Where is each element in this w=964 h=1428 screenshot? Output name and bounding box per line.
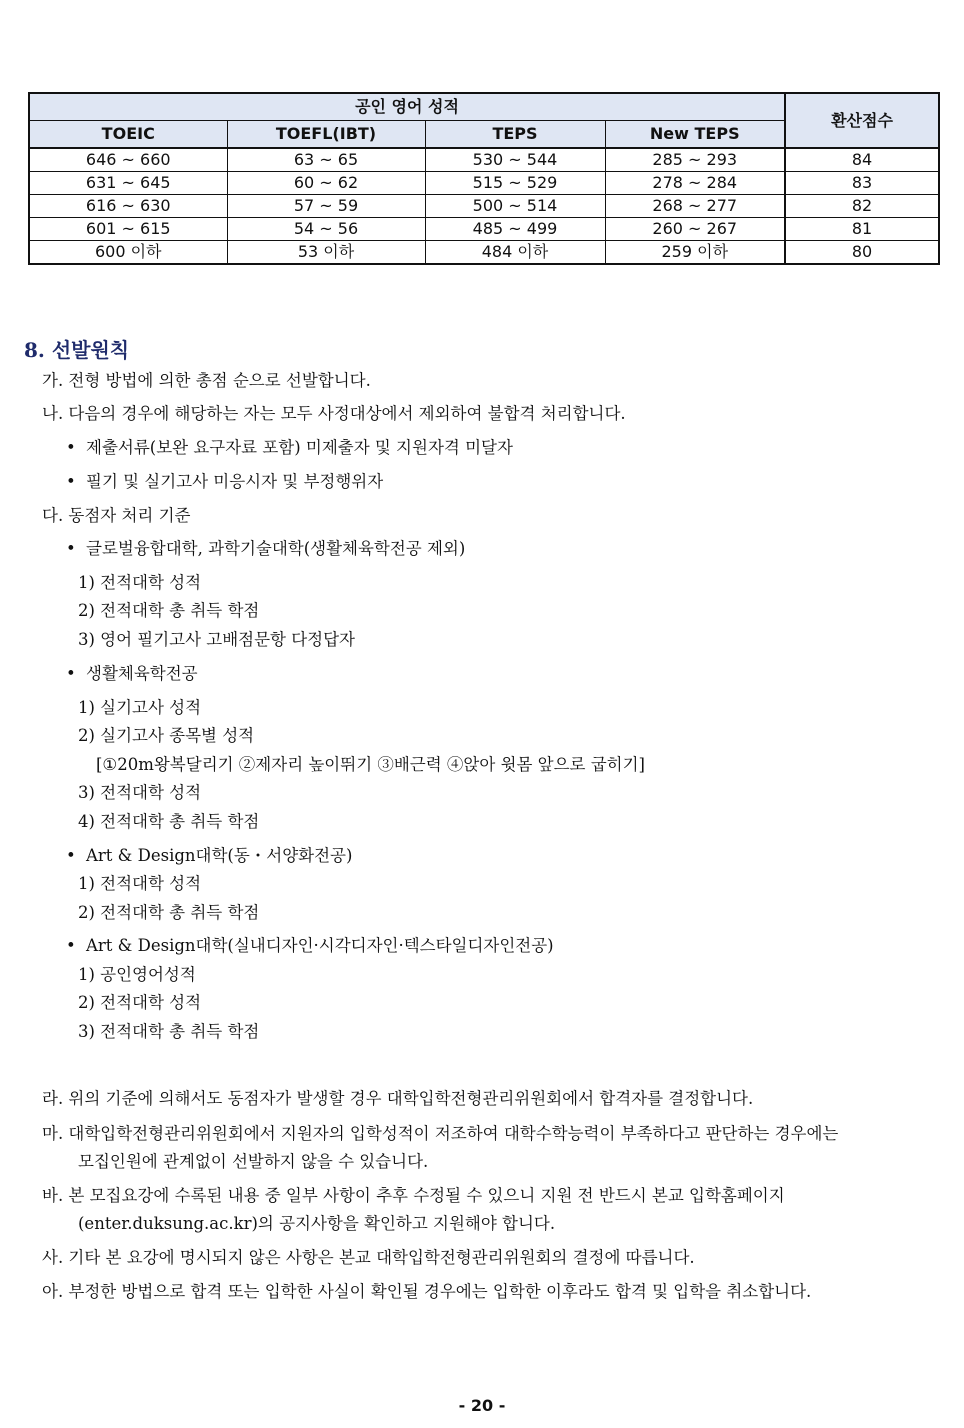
- bullet-text: 필기 및 실기고사 미응시자 및 부정행위자: [86, 472, 384, 491]
- table-cell: 285 ~ 293: [605, 148, 785, 172]
- list-item: 3) 전적대학 총 취득 학점: [78, 1022, 260, 1041]
- item-a: 아. 부정한 방법으로 합격 또는 입학한 사실이 확인될 경우에는 입학한 이후라도 합격 및 입학을 취소합니다.: [42, 1282, 812, 1301]
- converted-score-header: 환산점수: [785, 93, 939, 148]
- table-cell: 53 이하: [227, 241, 425, 265]
- list-item: 3) 전적대학 성적: [78, 783, 202, 802]
- bullet-text: Art & Design대학(실내디자인·시각디자인·텍스타일디자인전공): [86, 936, 554, 955]
- item-ba: 바. 본 모집요강에 수록된 내용 중 일부 사항이 추후 수정될 수 있으니 지원 전 반드시 본교 입학홈페이지: [42, 1186, 785, 1205]
- table-cell: 515 ~ 529: [425, 172, 605, 195]
- item-da: 다. 동점자 처리 기준: [42, 506, 191, 525]
- column-header: TOEFL(IBT): [227, 121, 425, 149]
- table-cell: 278 ~ 284: [605, 172, 785, 195]
- table-cell: 80: [785, 241, 939, 265]
- bullet-item: [66, 471, 383, 493]
- table-cell: 530 ~ 544: [425, 148, 605, 172]
- item-ma-continued: 모집인원에 관계없이 선발하지 않을 수 있습니다.: [78, 1152, 429, 1171]
- column-header: New TEPS: [605, 121, 785, 149]
- bullet-text: 제출서류(보완 요구자료 포함) 미제출자 및 지원자격 미달자: [86, 438, 513, 457]
- english-score-conversion-table: [28, 92, 940, 265]
- bullet-dot-icon: •: [66, 664, 76, 683]
- bullet-item: [66, 437, 513, 459]
- list-item: 1) 전적대학 성적: [78, 573, 202, 592]
- bullet-dot-icon: •: [66, 438, 76, 457]
- table-cell: 484 이하: [425, 241, 605, 265]
- group-header: 공인 영어 성적: [29, 93, 785, 121]
- list-item-detail: [①20m왕복달리기 ②제자리 높이뛰기 ③배근력 ④앉아 윗몸 앞으로 굽히기]: [96, 755, 645, 774]
- list-item: 4) 전적대학 총 취득 학점: [78, 812, 260, 831]
- table-cell: 601 ~ 615: [29, 218, 227, 241]
- table-row: [29, 241, 939, 265]
- bullet-text: Art & Design대학(동・서양화전공): [86, 846, 353, 865]
- table-cell: 259 이하: [605, 241, 785, 265]
- table-row: [29, 195, 939, 218]
- list-item: 2) 실기고사 종목별 성적: [78, 726, 255, 745]
- item-ga: 가. 전형 방법에 의한 총점 순으로 선발합니다.: [42, 371, 371, 390]
- bullet-dot-icon: •: [66, 472, 76, 491]
- table-cell: 485 ~ 499: [425, 218, 605, 241]
- table-cell: 500 ~ 514: [425, 195, 605, 218]
- bullet-dot-icon: •: [66, 936, 76, 955]
- table-cell: 54 ~ 56: [227, 218, 425, 241]
- table-cell: 63 ~ 65: [227, 148, 425, 172]
- list-item: 2) 전적대학 총 취득 학점: [78, 903, 260, 922]
- table-cell: 646 ~ 660: [29, 148, 227, 172]
- table-cell: 600 이하: [29, 241, 227, 265]
- list-item: 1) 실기고사 성적: [78, 698, 202, 717]
- table-row: [29, 218, 939, 241]
- table-cell: 60 ~ 62: [227, 172, 425, 195]
- table-cell: 616 ~ 630: [29, 195, 227, 218]
- bullet-item: [66, 845, 352, 867]
- list-item: 3) 영어 필기고사 고배점문항 다정답자: [78, 630, 355, 649]
- item-na: 나. 다음의 경우에 해당하는 자는 모두 사정대상에서 제외하여 불합격 처리합니다.: [42, 404, 626, 423]
- bullet-item: [66, 538, 465, 560]
- table-row: [29, 148, 939, 172]
- item-ra: 라. 위의 기준에 의해서도 동점자가 발생할 경우 대학입학전형관리위원회에서 합격자를 결정합니다.: [42, 1089, 754, 1108]
- table-cell: 260 ~ 267: [605, 218, 785, 241]
- list-item: 1) 전적대학 성적: [78, 874, 202, 893]
- bullet-text: 글로벌융합대학, 과학기술대학(생활체육학전공 제외): [86, 539, 466, 558]
- section-title: 8. 선발원칙: [24, 338, 130, 362]
- item-ba-continued: (enter.duksung.ac.kr)의 공지사항을 확인하고 지원해야 합니다.: [78, 1214, 556, 1233]
- bullet-dot-icon: •: [66, 539, 76, 558]
- list-item: 2) 전적대학 총 취득 학점: [78, 601, 260, 620]
- bullet-item: [66, 935, 554, 957]
- list-item: 1) 공인영어성적: [78, 965, 196, 984]
- table-row: [29, 172, 939, 195]
- table-cell: 268 ~ 277: [605, 195, 785, 218]
- table-cell: 84: [785, 148, 939, 172]
- list-item: 2) 전적대학 성적: [78, 993, 202, 1012]
- column-header: TEPS: [425, 121, 605, 149]
- bullet-text: 생활체육학전공: [86, 664, 198, 683]
- table-cell: 57 ~ 59: [227, 195, 425, 218]
- item-sa: 사. 기타 본 요강에 명시되지 않은 사항은 본교 대학입학전형관리위원회의 결정에 따릅니다.: [42, 1248, 695, 1267]
- table-cell: 81: [785, 218, 939, 241]
- bullet-item: [66, 663, 198, 685]
- item-ma: 마. 대학입학전형관리위원회에서 지원자의 입학성적이 저조하여 대학수학능력이 부족하다고 판단하는 경우에는: [42, 1124, 839, 1143]
- table-cell: 631 ~ 645: [29, 172, 227, 195]
- table-cell: 82: [785, 195, 939, 218]
- table-cell: 83: [785, 172, 939, 195]
- bullet-dot-icon: •: [66, 846, 76, 865]
- page-number: - 20 -: [458, 1396, 506, 1415]
- column-header: TOEIC: [29, 121, 227, 149]
